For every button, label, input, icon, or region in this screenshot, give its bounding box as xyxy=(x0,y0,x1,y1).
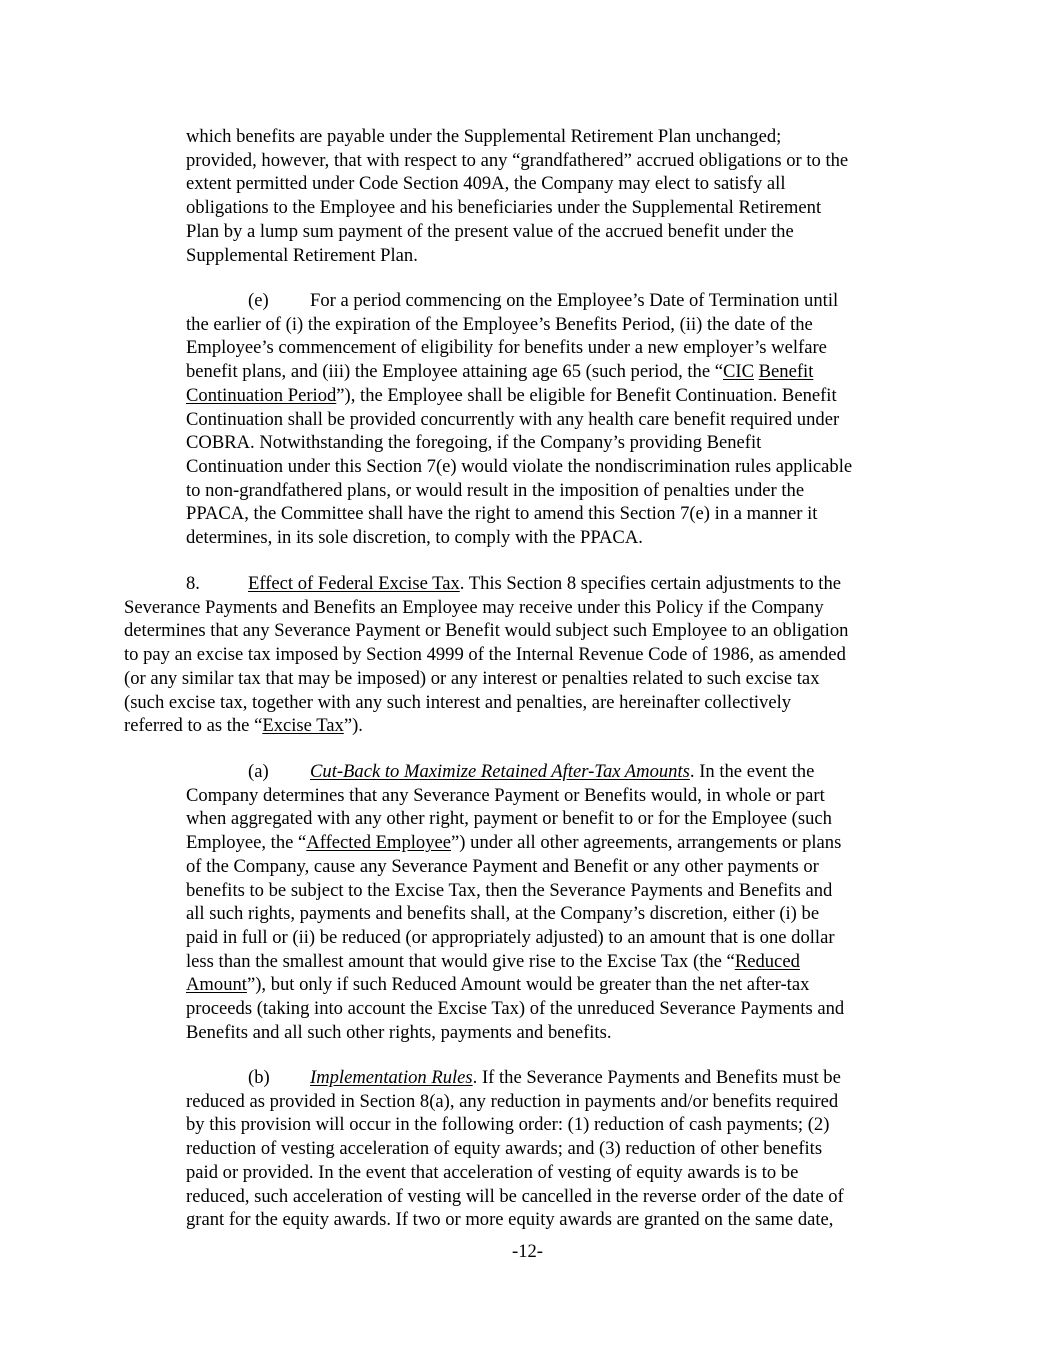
section-label: (a) xyxy=(248,761,269,782)
text-line: determines, in its sole discretion, to comply with the PPACA. xyxy=(186,527,643,549)
text-line: of the Company, cause any Severance Payment and Benefit or any other payments or xyxy=(186,855,819,877)
text-line: (or any similar tax that may be imposed) or any interest or penalties related to such excise tax xyxy=(124,667,820,689)
text-line xyxy=(186,1066,844,1090)
text-run: referred to as the “ xyxy=(124,715,263,737)
paragraph-section-8b xyxy=(186,1066,844,1232)
text-line: Plan by a lump sum payment of the present value of the accrued benefit under the xyxy=(186,220,794,242)
text-line xyxy=(186,360,852,384)
text-run: For a period commencing on the Employee’s Date of Termination until xyxy=(310,290,839,311)
text-run: ”). xyxy=(343,715,363,737)
text-run: ”), but only if such Reduced Amount would be greater than the net after-tax xyxy=(246,974,810,996)
text-line: PPACA, the Committee shall have the right to amend this Section 7(e) in a manner it xyxy=(186,503,818,525)
text-line: grant for the equity awards. If two or more equity awards are granted on the same date, xyxy=(186,1209,834,1231)
subsection-heading: Cut-Back to Maximize Retained After-Tax Amounts xyxy=(310,761,690,782)
section-label: 8. xyxy=(186,573,200,594)
paragraph-supplemental-retirement xyxy=(186,125,848,267)
text-line: Continuation shall be provided concurrently with any health care benefit required under xyxy=(186,408,840,430)
text-line: to pay an excise tax imposed by Section 4999 of the Internal Revenue Code of 1986, as amended xyxy=(124,644,846,666)
defined-term-continuation-period: Continuation Period xyxy=(186,384,337,406)
text-line: reduction of vesting acceleration of equity awards; and (3) reduction of other benefits xyxy=(186,1138,823,1160)
text-line: Benefits and all such other rights, payments and benefits. xyxy=(186,1021,612,1043)
defined-term-reduced: Reduced xyxy=(734,950,800,972)
section-heading: Effect of Federal Excise Tax xyxy=(248,573,460,594)
text-line xyxy=(124,714,848,738)
text-line: Company determines that any Severance Payment or Benefits would, in whole or part xyxy=(186,784,825,806)
text-line: reduced as provided in Section 8(a), any reduction in payments and/or benefits required xyxy=(186,1090,839,1112)
text-line xyxy=(186,950,844,974)
text-run: . In the event the xyxy=(689,761,815,782)
paragraph-section-8a xyxy=(186,760,844,1044)
text-line: Supplemental Retirement Plan. xyxy=(186,244,418,266)
text-line: determines that any Severance Payment or Benefit would subject such Employee to an obligation xyxy=(124,620,849,642)
text-line: reduced, such acceleration of vesting will be cancelled in the reverse order of the date of xyxy=(186,1185,844,1207)
page-number: -12- xyxy=(512,1241,543,1262)
text-line xyxy=(186,384,852,408)
text-line xyxy=(124,572,848,596)
text-line: (such excise tax, together with any such interest and penalties, are hereinafter collectively xyxy=(124,691,792,713)
defined-term-benefit: Benefit xyxy=(758,361,814,383)
text-line: paid or provided. In the event that acceleration of vesting of equity awards is to be xyxy=(186,1161,799,1183)
text-run: less than the smallest amount that would give rise to the Excise Tax (the “ xyxy=(186,950,735,972)
text-line: which benefits are payable under the Supplemental Retirement Plan unchanged; xyxy=(186,126,782,147)
text-line: Employee’s commencement of eligibility for benefits under a new employer’s welfare xyxy=(186,337,827,359)
text-run: ”) under all other agreements, arrangements or plans xyxy=(451,832,842,854)
text-line xyxy=(186,760,844,784)
text-line: benefits to be subject to the Excise Tax, then the Severance Payments and Benefits and xyxy=(186,879,833,901)
paragraph-section-7e xyxy=(186,289,852,550)
text-run: Employee, the “ xyxy=(186,832,307,854)
text-run: ”), the Employee shall be eligible for Benefit Continuation. Benefit xyxy=(336,384,837,406)
text-line: proceeds (taking into account the Excise Tax) of the unreduced Severance Payments and xyxy=(186,998,845,1020)
text-line: Severance Payments and Benefits an Employee may receive under this Policy if the Company xyxy=(124,596,824,618)
text-line xyxy=(186,831,844,855)
text-line: all such rights, payments and benefits shall, at the Company’s discretion, either (i) be xyxy=(186,903,820,925)
text-line: to non-grandfathered plans, or would result in the imposition of penalties under the xyxy=(186,479,805,501)
text-line: the earlier of (i) the expiration of the Employee’s Benefits Period, (ii) the date of the xyxy=(186,313,813,335)
text-line xyxy=(186,289,852,313)
text-line: provided, however, that with respect to any “grandfathered” accrued obligations or to the xyxy=(186,149,849,171)
text-run: . If the Severance Payments and Benefits must be xyxy=(472,1067,841,1088)
section-label: (b) xyxy=(248,1067,270,1088)
defined-term-cic: CIC xyxy=(722,361,754,383)
text-line: by this provision will occur in the following order: (1) reduction of cash payments; (2) xyxy=(186,1114,830,1136)
section-label: (e) xyxy=(248,290,269,311)
text-run: . This Section 8 specifies certain adjustments to the xyxy=(459,573,842,594)
text-line: when aggregated with any other right, payment or benefit to or for the Employee (such xyxy=(186,808,832,830)
defined-term-excise-tax: Excise Tax xyxy=(262,715,344,737)
text-line: Continuation under this Section 7(e) would violate the nondiscrimination rules applicable xyxy=(186,455,853,477)
subsection-heading: Implementation Rules xyxy=(310,1067,473,1088)
defined-term-amount: Amount xyxy=(186,974,247,996)
paragraph-section-8 xyxy=(124,572,848,738)
text-line: extent permitted under Code Section 409A, the Company may elect to satisfy all xyxy=(186,173,786,195)
defined-term-affected-employee: Affected Employee xyxy=(306,832,452,854)
text-run: benefit plans, and (iii) the Employee attaining age 65 (such period, the “ xyxy=(186,361,723,383)
text-line: obligations to the Employee and his beneficiaries under the Supplemental Retirement xyxy=(186,197,822,219)
text-line: COBRA. Notwithstanding the foregoing, if the Company’s providing Benefit xyxy=(186,432,762,454)
text-line: paid in full or (ii) be reduced (or appropriately adjusted) to an amount that is one dollar xyxy=(186,926,835,948)
text-line xyxy=(186,973,844,997)
